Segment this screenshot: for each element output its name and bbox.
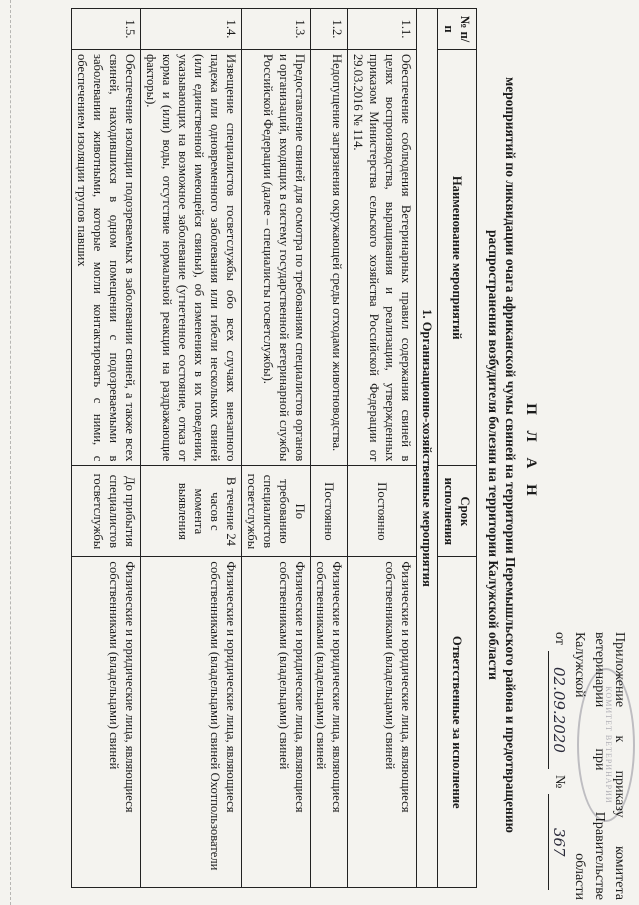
appendix-block [548,632,629,900]
row-name: Извещение специалистов госветслужбы обо всех случаях внезапного падежа или одновременного заболевания или гибели нескольких свиней (или единственной имеющейся свиньи), об изменениях в их поведении, указывающих на возможное заболевание (угнетенное состояние, отказ от корма и (или) воды, отсутствие нормальной реакции на раздражающие факторы). [141,49,242,465]
appendix-word: Приложение [612,632,627,708]
appendix-word: к [612,735,627,743]
row-term: Постоянно [348,466,417,557]
section-title: 1. Организационно-хозяйственные мероприятия [417,9,438,888]
row-term: До прибытия специалистов госветслужбы [72,466,141,557]
row-name: Обеспечение изоляции подозреваемых в заболевании свиней, а также всех свиней, находившихся в одном помещении с подозреваемыми в заболевании животными, которые могли контактировать с ними, с обеспечением изоляции трупов павших [72,49,141,465]
appendix-word: области [572,853,587,900]
row-num: 1.3. [242,9,311,50]
appendix-word: комитета [612,845,627,900]
appendix-word: при [592,748,607,771]
row-name: Предоставление свиней для осмотра по требованиям специалистов органов и организаций, входящих в систему государственной ветеринарной службы Российской Федерации (далее – специалисты госветслужбы). [242,49,311,465]
appendix-line-3 [569,632,589,900]
header-term: Срок исполнения [438,466,477,557]
scan-edge-marks [2,0,11,905]
measures-table [71,8,477,888]
header-resp: Ответственные за исполнение [438,557,477,888]
row-name: Недопущение загрязнения окружающей среды отходами животноводства. [311,49,348,465]
row-term: В течение 24 часов с момента выявления [141,466,242,557]
stamp-text: КОМИТЕТ ВЕТЕРИНАРИИ [604,686,613,804]
appendix-line-4 [548,632,569,900]
appendix-word: приказу [612,770,627,818]
section-row [417,9,438,888]
row-num: 1.4. [141,9,242,50]
table-row [242,9,311,888]
appendix-line-2 [589,632,609,900]
table-row [72,9,141,888]
table-header-row [438,9,477,888]
row-resp: Физические и юридические лица, являющиеся собственниками (владельцами) свиней [348,557,417,888]
appendix-line-1 [609,632,629,900]
appendix-word: Правительстве [592,811,607,900]
appendix-date-prefix: от [552,632,567,645]
row-term: Постоянно [311,466,348,557]
row-resp: Физические и юридические лица, являющиеся собственниками (владельцами) свиней Охотпользователи [141,557,242,888]
row-resp: Физические и юридические лица, являющиеся собственниками (владельцами) свиней [242,557,311,888]
row-resp: Физические и юридические лица, являющиеся собственниками (владельцами) свиней [311,557,348,888]
plan-title: П Л А Н [523,403,539,502]
appendix-number-sign: № [552,774,567,789]
header-num: № п/п [438,9,477,50]
row-name: Обеспечение соблюдения Ветеринарных правил содержания свиней в целях воспроизводства, выращивания и реализации, утвержденных приказом Министерства сельского хозяйства Российской Федерации от 29.03.2016 № 114. [348,49,417,465]
plan-subtitle: мероприятий по ликвидации очага африканской чумы свиней на территории Перемышльского района и предотвращению распространения возбудителя болезни на территории Калужской области [486,77,518,833]
row-num: 1.1. [348,9,417,50]
table-row [348,9,417,888]
row-resp: Физические и юридические лица, являющиеся собственниками (владельцами) свиней [72,557,141,888]
appendix-date-handwritten: 02.09.2020 [548,651,569,769]
header-name: Наименование мероприятий [438,49,477,465]
row-num: 1.2. [311,9,348,50]
appendix-number-handwritten: 367 [548,794,569,890]
row-num: 1.5. [72,9,141,50]
appendix-word: Калужской [572,632,587,698]
row-term: По требованию специалистов госветслужбы [242,466,311,557]
table-row [141,9,242,888]
appendix-word: ветеринарии [592,632,607,708]
table-row [311,9,348,888]
